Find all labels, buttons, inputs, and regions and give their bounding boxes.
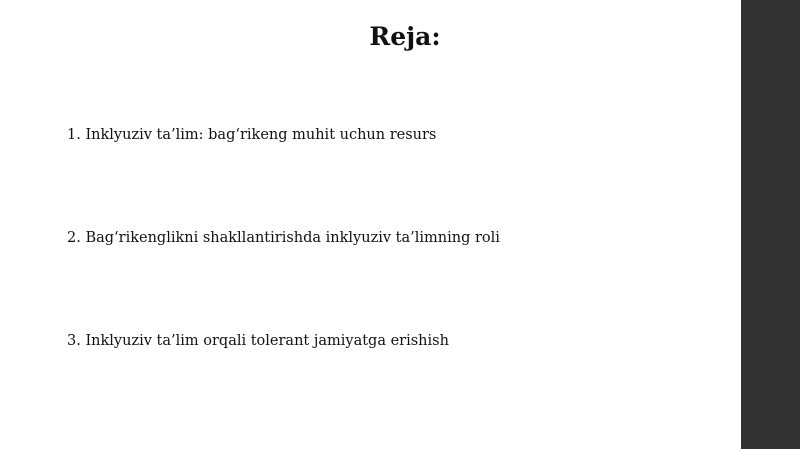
plan-item-2: 2. Bag‘rikenglikni shakllantirishda inklyuziv ta’limning roli [67, 230, 500, 246]
side-panel [741, 0, 800, 449]
plan-item-1: 1. Inklyuziv ta’lim: bag‘rikeng muhit uchun resurs [67, 127, 437, 143]
slide-title: Reja: [369, 22, 441, 51]
plan-item-3: 3. Inklyuziv ta’lim orqali tolerant jamiyatga erishish [67, 333, 449, 349]
